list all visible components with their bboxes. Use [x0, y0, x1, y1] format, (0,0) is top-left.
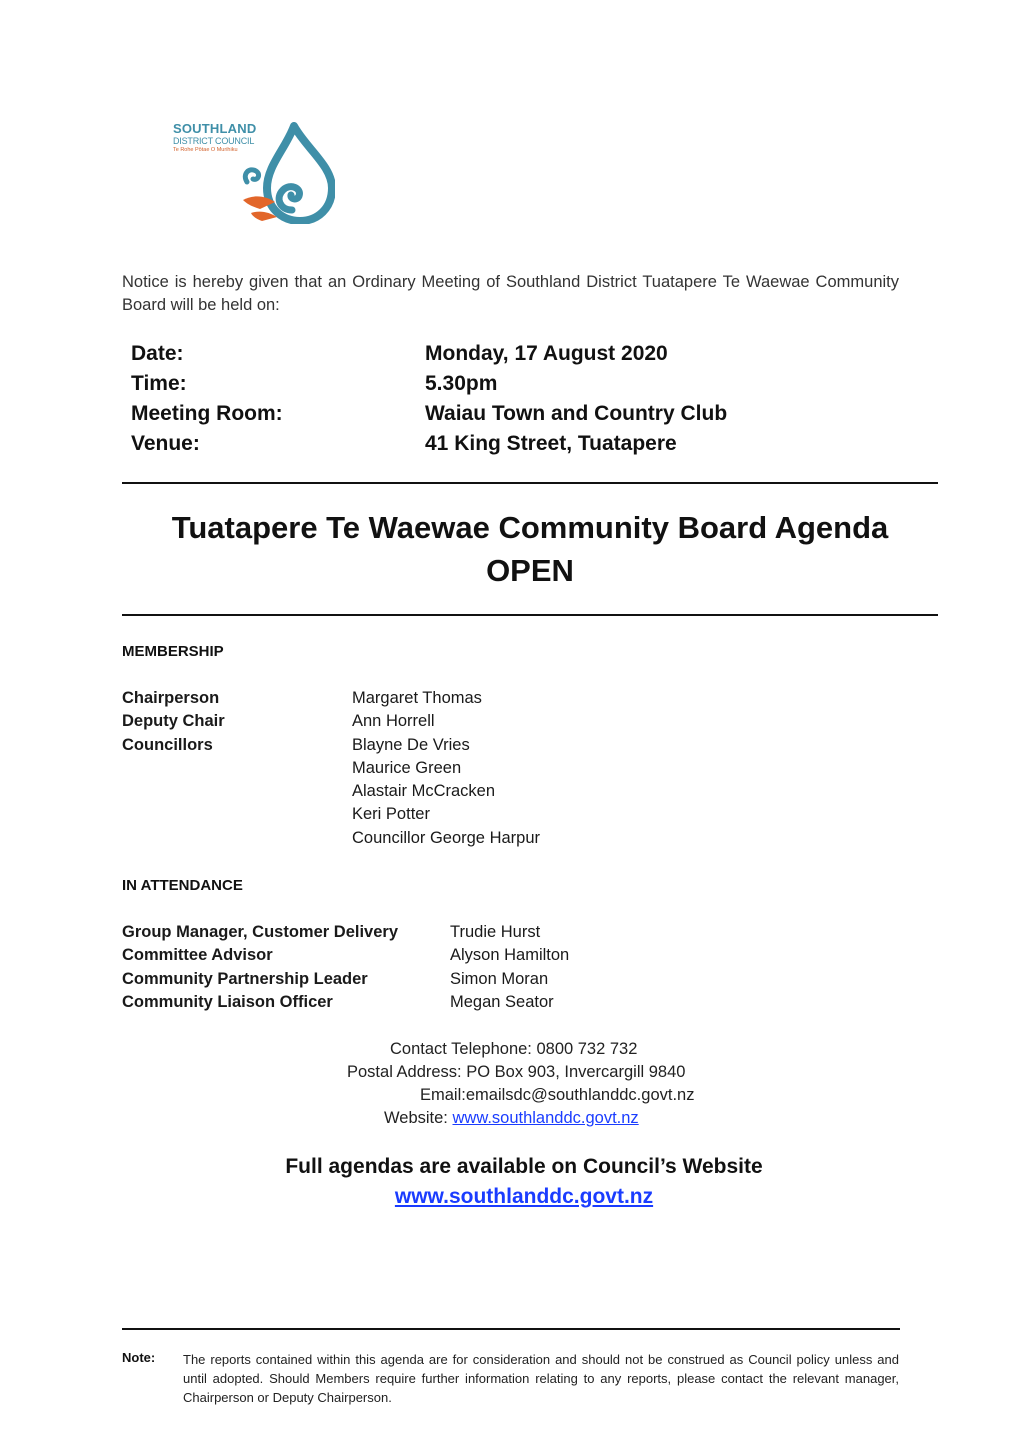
- meeting-notice: Notice is hereby given that an Ordinary Meeting of Southland District Tuatapere Te Waewae Community Board will be held on:: [122, 273, 899, 314]
- membership-row: [122, 827, 540, 850]
- attendee-name: Alyson Hamilton: [450, 946, 570, 965]
- membership-row: [122, 687, 540, 710]
- membership-heading: MEMBERSHIP: [122, 643, 224, 660]
- membership-row: [122, 710, 540, 733]
- membership-row: [122, 803, 540, 826]
- contact-postal: Postal Address: PO Box 903, Invercargill 9840: [347, 1063, 686, 1081]
- contact-telephone: Contact Telephone: 0800 732 732: [390, 1040, 638, 1058]
- website-link[interactable]: www.southlanddc.govt.nz: [452, 1109, 639, 1127]
- member-role: [122, 780, 352, 803]
- agenda-title-line-2: OPEN: [486, 553, 574, 588]
- detail-value: 41 King Street, Tuatapere: [425, 432, 677, 455]
- divider-note: [122, 1328, 900, 1330]
- member-name: Maurice Green: [352, 758, 462, 777]
- divider-top: [122, 482, 938, 484]
- contact-website-line: [330, 1107, 730, 1130]
- logo-line-1: SOUTHLAND: [173, 121, 257, 136]
- detail-label: Meeting Room:: [131, 402, 283, 425]
- detail-value: 5.30pm: [425, 372, 498, 395]
- note-text: The reports contained within this agenda are for consideration and should not be construed as Council policy unless and until adopted. Should Members require further information relating to any reports, please contact the relevant manager, Chairperson or Deputy Chairperson.: [183, 1352, 899, 1405]
- detail-label: Venue:: [131, 432, 200, 455]
- detail-row-venue: [131, 429, 727, 459]
- member-name: Blayne De Vries: [352, 735, 470, 754]
- attendee-role: Group Manager, Customer Delivery: [122, 923, 398, 941]
- detail-row-meeting-room: [131, 399, 727, 429]
- membership-list: [122, 687, 540, 850]
- detail-label: Date:: [131, 342, 184, 365]
- detail-value: Monday, 17 August 2020: [425, 342, 668, 365]
- member-name: Keri Potter: [352, 805, 430, 824]
- full-agendas-link[interactable]: www.southlanddc.govt.nz: [394, 1185, 654, 1208]
- attendance-heading: IN ATTENDANCE: [122, 877, 243, 894]
- attendee-role: Community Liaison Officer: [122, 992, 333, 1011]
- attendee-name: Megan Seator: [450, 992, 554, 1011]
- divider-bottom: [122, 614, 938, 616]
- membership-row: [122, 757, 540, 780]
- attendance-row: [122, 921, 569, 944]
- logo-line-2: DISTRICT COUNCIL: [173, 136, 255, 146]
- member-name: Alastair McCracken: [352, 782, 496, 801]
- attendee-role: Community Partnership Leader: [122, 969, 368, 988]
- member-role: [122, 827, 352, 850]
- email-address[interactable]: emailsdc@southlanddc.govt.nz: [465, 1086, 695, 1104]
- full-agendas-text: Full agendas are available on Council’s Website: [285, 1155, 763, 1178]
- contact-block: [330, 1038, 730, 1130]
- member-name: Ann Horrell: [352, 712, 435, 731]
- detail-row-time: [131, 369, 727, 399]
- attendee-name: Simon Moran: [450, 969, 549, 988]
- agenda-title-line-1: Tuatapere Te Waewae Community Board Agenda: [171, 510, 889, 545]
- detail-label: Time:: [131, 372, 187, 395]
- member-role: Chairperson: [122, 689, 220, 707]
- member-role: [122, 803, 352, 826]
- water-drop-koru-logo-icon: [240, 122, 335, 224]
- attendance-row: [122, 968, 569, 991]
- member-role: [122, 757, 352, 780]
- attendee-name: Trudie Hurst: [450, 923, 541, 941]
- member-role: Councillors: [122, 735, 213, 754]
- attendance-row: [122, 991, 569, 1014]
- attendee-role: Committee Advisor: [122, 946, 273, 965]
- contact-email-line: [330, 1084, 730, 1107]
- detail-value: Waiau Town and Country Club: [425, 402, 728, 425]
- membership-row: [122, 734, 540, 757]
- website-label: Website:: [384, 1109, 448, 1127]
- full-agendas-block: [122, 1152, 926, 1212]
- detail-row-date: [131, 339, 727, 369]
- member-name: Councillor George Harpur: [352, 828, 541, 847]
- member-role: Deputy Chair: [122, 712, 225, 731]
- membership-row: [122, 780, 540, 803]
- agenda-title: [122, 506, 938, 592]
- attendance-list: [122, 921, 569, 1014]
- email-label: Email:: [420, 1086, 466, 1104]
- note-label: Note:: [122, 1350, 156, 1365]
- meeting-details: [131, 339, 727, 459]
- member-name: Margaret Thomas: [352, 689, 482, 707]
- logo-line-3: Te Rohe Pōtae O Murihiku: [173, 147, 238, 153]
- attendance-row: [122, 944, 569, 967]
